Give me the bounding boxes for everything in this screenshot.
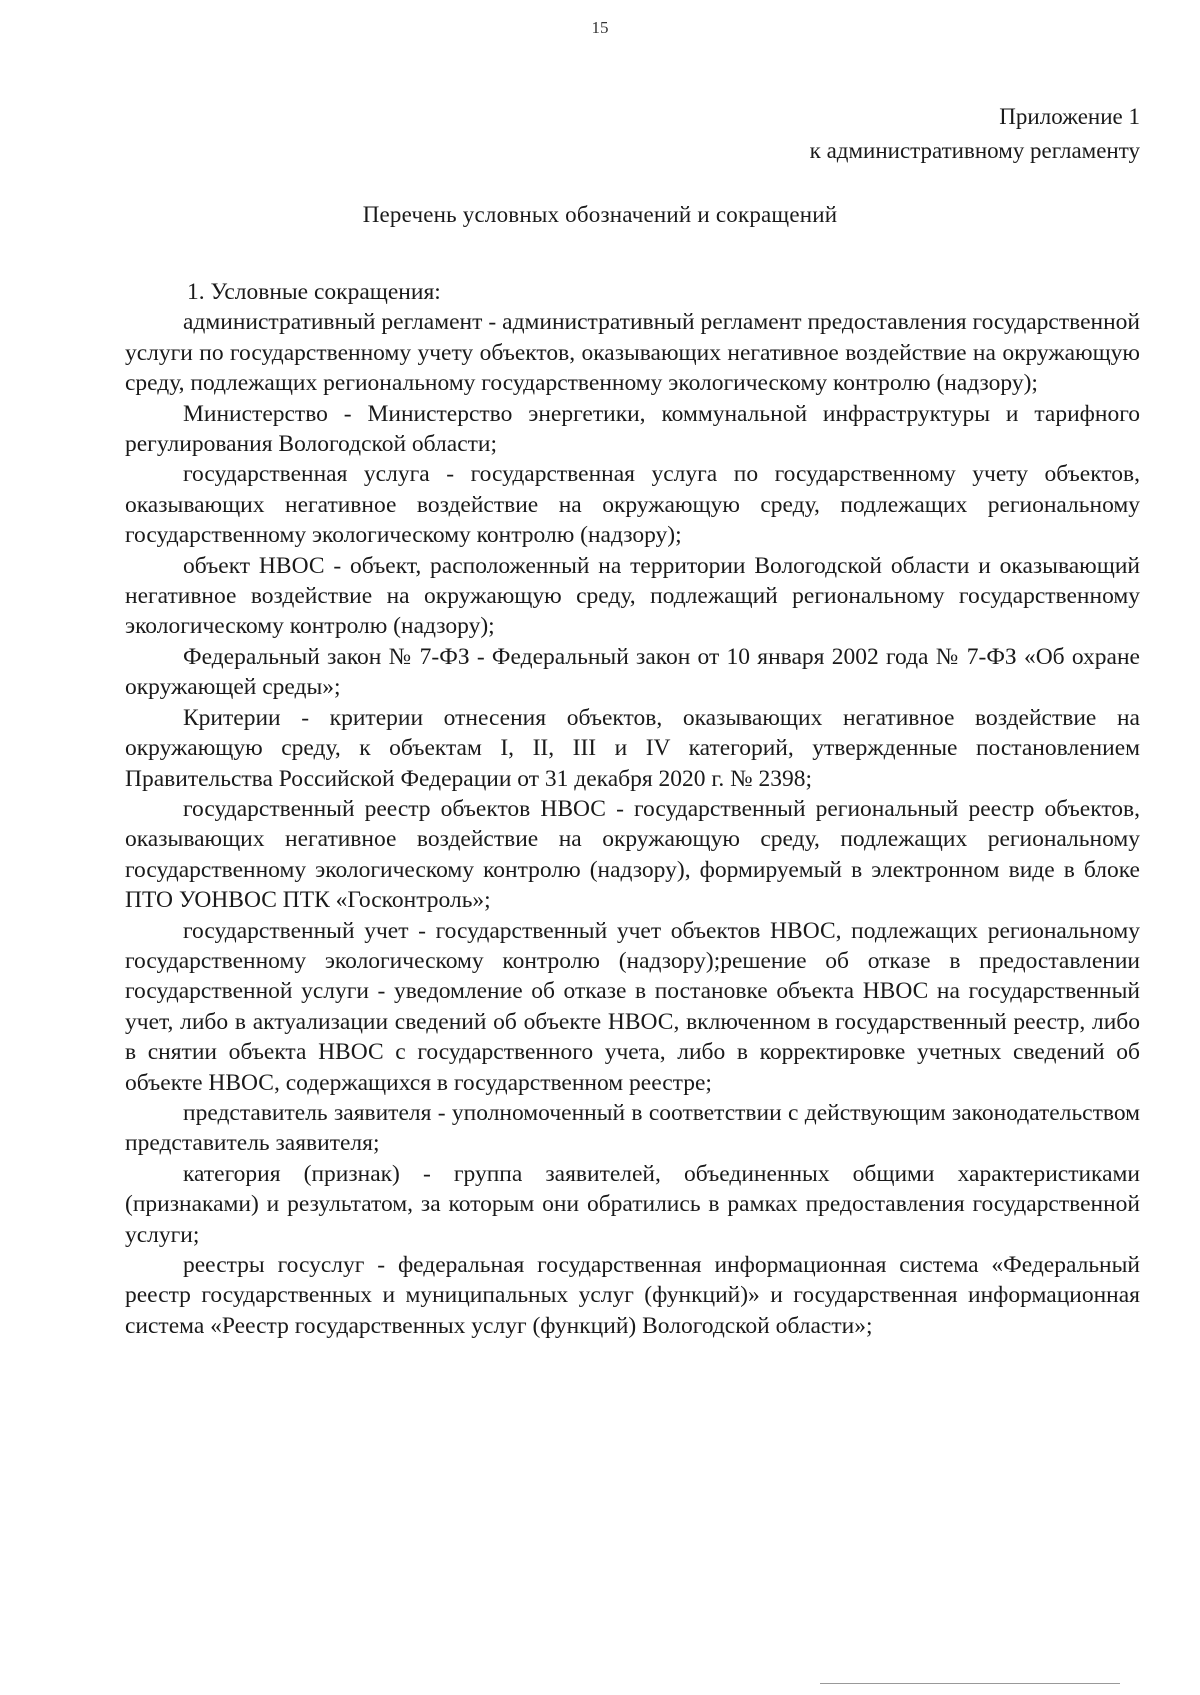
- definition-paragraph: Федеральный закон № 7-ФЗ - Федеральный закон от 10 января 2002 года № 7-ФЗ «Об охране окружающей среды»;: [125, 643, 1140, 701]
- definition-paragraph: административный регламент - административный регламент предоставления государственной услуги по государственному учету объектов, оказывающих негативное воздействие на окружающую среду, подлежащих региональному государственному экологическому контролю (надзору);: [125, 309, 1140, 397]
- definition-paragraph: объект НВОС - объект, расположенный на территории Вологодской области и оказывающий негативное воздействие на окружающую среду, подлежащий региональному государственному экологическому контролю (надзору);: [125, 552, 1140, 640]
- definition-paragraph: Критерии - критерии отнесения объектов, оказывающих негативное воздействие на окружающую среду, к объектам I, II, III и IV категорий, утвержденные постановлением Правительства Российской Федерации от 31 декабря 2020 г. № 2398;: [125, 704, 1140, 792]
- definition-paragraph: Министерство - Министерство энергетики, коммунальной инфраструктуры и тарифного регулирования Вологодской области;: [125, 400, 1140, 458]
- appendix-title: Приложение 1: [999, 104, 1140, 129]
- definition-paragraph: государственная услуга - государственная услуга по государственному учету объектов, оказывающих негативное воздействие на окружающую среду, подлежащих региональному государственному экологическому контролю (надзору);: [125, 461, 1140, 549]
- section-heading: 1. Условные сокращения:: [187, 279, 441, 305]
- definition-paragraph: государственный учет - государственный учет объектов НВОС, подлежащих региональному государственному экологическому контролю (надзору);решение об отказе в предоставлении государственной услуги - уведомление об отказе в постановке объекта НВОС на государственный учет, либо в актуализации сведений об объекте НВОС, включенном в государственный реестр, либо в снятии объекта НВОС с государственного учета, либо в корректировке учетных сведений об объекте НВОС, содержащихся в государственном реестре;: [125, 917, 1140, 1096]
- definition-paragraph: категория (признак) - группа заявителей, объединенных общими характеристиками (признаками) и результатом, за которым они обратились в рамках предоставления государственной услуги;: [125, 1160, 1140, 1248]
- appendix-subtitle: к административному регламенту: [809, 138, 1140, 163]
- page-number: 15: [591, 18, 609, 37]
- definition-paragraph: реестры госуслуг - федеральная государственная информационная система «Федеральный реестр государственных и муниципальных услуг (функций)» и государственная информационная система «Реестр государственных услуг (функций) Вологодской области»;: [125, 1252, 1140, 1339]
- definition-paragraph: представитель заявителя - уполномоченный в соответствии с действующим законодательством представитель заявителя;: [125, 1099, 1140, 1157]
- footer-rule: [820, 1683, 1120, 1684]
- definition-paragraph: государственный реестр объектов НВОС - государственный региональный реестр объектов, оказывающих негативное воздействие на окружающую среду, подлежащих региональному государственному экологическому контролю (надзору), формируемый в электронном виде в блоке ПТО УОНВОС ПТК «Госконтроль»;: [125, 795, 1140, 914]
- document-title: Перечень условных обозначений и сокращений: [362, 202, 838, 227]
- document-body: [125, 277, 1140, 1341]
- appendix-header: [620, 100, 1140, 168]
